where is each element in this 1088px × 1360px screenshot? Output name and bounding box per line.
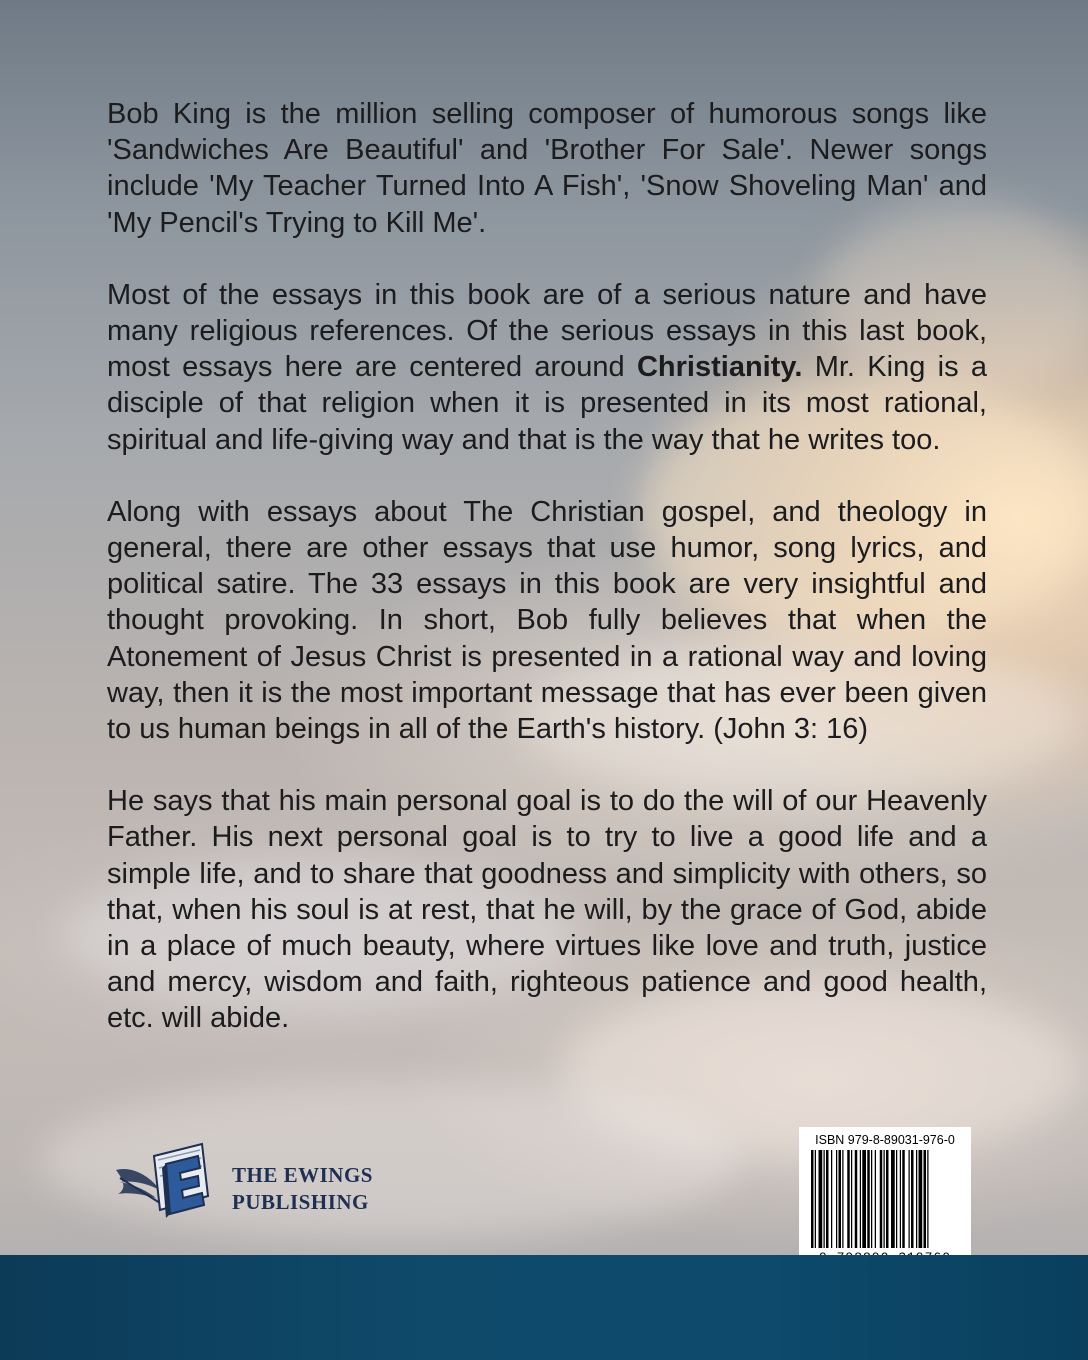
paragraph-4: He says that his main personal goal is to do the will of our Heavenly Father. His next personal goal is to try to live a good life and a simple life, and to share that goodness and simplicity with others, so that, when his soul is at rest, that he will, by the grace of God, abide in a place of much beauty, where virtues like love and truth, justice and mercy, wisdom and faith, righteous patience and good health, etc. will abide. [107,785,987,1035]
barcode-bar [924,1150,927,1248]
blurb-text [107,96,987,1073]
christianity-bold: Christianity. [636,351,803,384]
barcode-bar [919,1150,923,1248]
barcode-bar [916,1150,917,1248]
barcode-bar [836,1150,837,1248]
barcode-bar [867,1150,870,1248]
barcode-bar [884,1150,885,1248]
barcode-bar [909,1150,910,1248]
barcode-bar [927,1150,928,1248]
book-quill-e-icon [112,1138,230,1238]
barcode-bar [819,1150,823,1248]
barcode-bar [900,1150,901,1248]
barcode-bar [891,1150,895,1248]
isbn-barcode [799,1127,971,1265]
publisher-line-1: THE EWINGS [232,1163,373,1187]
barcode-bar [860,1150,861,1248]
barcode-bar [839,1150,842,1248]
barcode-bar [886,1150,889,1248]
barcode-bar [851,1150,852,1248]
paragraph-1: Bob King is the million selling composer of humorous songs like 'Sandwiches Are Beautiful' and 'Brother For Sale'. Newer songs include 'My Teacher Turned Into A Fish', 'Snow Shoveling Man' and 'My Pencil's Trying to Kill Me'. [107,98,987,239]
paragraph-2 [107,277,987,458]
publisher-line-2: PUBLISHING [232,1190,369,1214]
barcode-bar [824,1150,825,1248]
publisher-name [232,1162,373,1216]
barcode-bar [871,1150,872,1248]
paragraph-3: Along with essays about The Christian gospel, and theology in general, there are other essays that use humor, song lyrics, and political satire. The 33 essays in this book are very insightful and thought provoking. In short, Bob fully believes that when the Atonement of Jesus Christ is presented in a rational way and loving way, then it is the most important message that has ever been given to us human beings in all of the Earth's history. (John 3: 16) [107,495,987,746]
paragraph-2-start: Most of the essays in this book are of a serious nature and have many religious references. Of the serious essays in this last book, most essays here are centered around [107,278,987,384]
barcode-bar [862,1150,866,1248]
barcode-bar [911,1150,914,1248]
barcode-bar [811,1150,814,1248]
barcode-bar [875,1150,876,1248]
paragraph-2-end: Mr. King is a disciple of that religion when it is presented in its most rational, spiritual and life-giving way and that is the way that he writes too. [107,351,987,456]
barcode-bar [831,1150,832,1248]
barcode-bar [847,1150,850,1248]
barcode-bar [880,1150,883,1248]
publisher-logo [112,1138,402,1238]
barcode-bar [826,1150,829,1248]
barcode-bar [896,1150,897,1248]
bottom-color-band [0,1255,1088,1360]
barcode-bar [902,1150,905,1248]
barcode-bar [815,1150,816,1248]
barcode-bar [842,1150,843,1248]
barcode-bars [805,1150,965,1248]
barcode-bar [855,1150,858,1248]
isbn-label: ISBN 979-8-89031-976-0 [815,1133,955,1147]
